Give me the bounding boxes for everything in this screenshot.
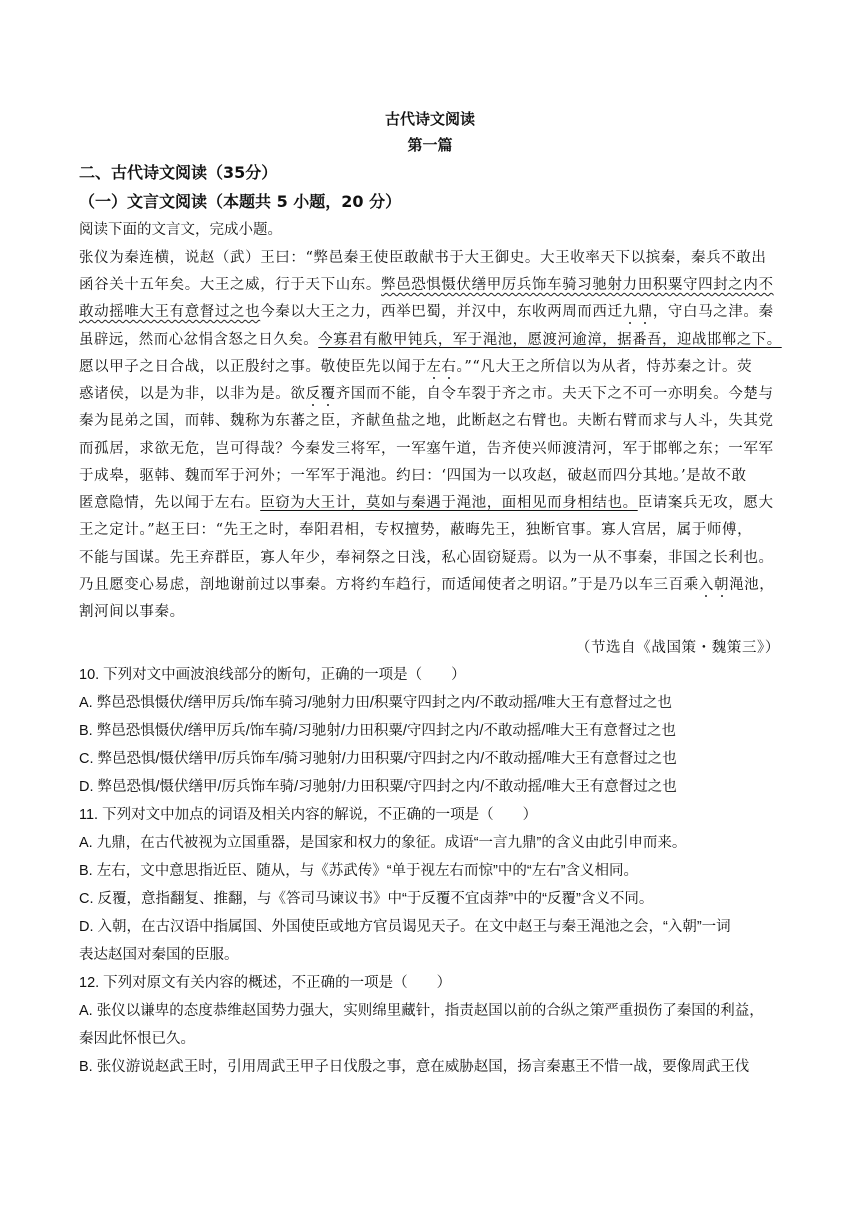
passage-text: 渑池， xyxy=(729,577,775,593)
passage-line: 王之定计。”赵王曰：“先王之时，奉阳君相，专权擅势，蔽晦先王，独断官事。寡人宫居，属于师傅， xyxy=(79,522,753,538)
passage-text: 齐国而不能，自令车裂于齐之市。夫天下之不可一亦明矣。今楚与 xyxy=(335,386,774,402)
passage-line xyxy=(79,330,782,350)
question-stem: 12. 下列对原文有关内容的概述，不正确的一项是（ ） xyxy=(79,975,452,991)
passage-text: 。”“凡大王之所信以为从者，恃苏秦之计。荧 xyxy=(456,359,753,375)
section-subheading: （一）文言文阅读（本题共 5 小题，20 分） xyxy=(79,192,402,211)
passage-line xyxy=(79,575,774,595)
dotted-word: 左 xyxy=(426,359,442,375)
underlined-text: 今寡君有敝甲钝兵，军于渑池，愿渡河逾漳，据番吾，迎战邯郸之下。 xyxy=(318,332,782,348)
dotted-word: 右 xyxy=(441,359,457,375)
passage-text: 愿以甲子之日合战，以正殷纣之事。敬使臣先以闻于 xyxy=(79,359,427,375)
passage-line xyxy=(79,357,752,377)
passage-line xyxy=(79,493,774,513)
passage-line: 割河间以事秦。 xyxy=(79,604,185,620)
question-option: C. 弊邑恐惧/慑伏缮甲/厉兵饰车/骑习驰射/力田积粟/守四封之内/不敢动摇/唯大王有意督过之也 xyxy=(79,751,677,767)
document-title: 古代诗文阅读 xyxy=(384,110,475,128)
question-option: B. 弊邑恐惧慑伏/缮甲厉兵/饰车骑/习驰射/力田积粟/守四封之内/不敢动摇/唯大王有意督过之也 xyxy=(79,723,676,739)
question-option: A. 弊邑恐惧慑伏/缮甲厉兵/饰车骑习/驰射力田/积粟守四封之内/不敢动摇/唯大王有意督过之也 xyxy=(79,695,672,711)
question-option: D. 弊邑恐惧/慑伏缮甲/厉兵饰车骑/习驰射/力田积粟/守四封之内/不敢动摇/唯大王有意督过之也 xyxy=(79,779,677,795)
passage-text: 匿意隐情，先以闻于左右。 xyxy=(79,495,261,511)
passage-line: 而孤居，求欲无危，岂可得哉？今秦发三将军，一军塞午道，告齐使兴师渡清河，军于邯郸之东；一军军 xyxy=(79,441,774,457)
document-subtitle: 第一篇 xyxy=(407,136,453,154)
dotted-word: 反 xyxy=(305,386,321,402)
passage-line: 于成皋，驱韩、魏而军于河外；一军军于渑池。约曰：‘四国为一以攻赵，破赵而四分其地。’是故不敢 xyxy=(79,468,747,484)
dotted-word: 鼎 xyxy=(637,304,653,320)
question-stem: 11. 下列对文中加点的词语及相关内容的解说，不正确的一项是（ ） xyxy=(79,807,538,823)
passage-text: 今秦以大王之力，西举巴蜀，并汉中，东收两周而西迁 xyxy=(260,304,623,320)
passage-line xyxy=(79,302,774,322)
passage-text: 臣请案兵无攻，愿大 xyxy=(637,495,774,511)
passage-line xyxy=(79,384,774,404)
passage-line: 不能与国谋。先王弃群臣，寡人年少，奉祠祭之日浅，私心固窃疑焉。以为一从不事秦，非国之长利也。 xyxy=(79,550,774,566)
passage-source: （节选自《战国策・魏策三》） xyxy=(575,640,780,656)
question-option-continuation: 秦因此怀恨已久。 xyxy=(79,1031,195,1047)
passage-line: 张仪为秦连横，说赵（武）王曰：“弊邑秦王使臣敢献书于大王御史。大王收率天下以摈秦，秦兵不敢出 xyxy=(79,250,767,266)
passage-text: 乃且愿变心易虑，剖地谢前过以事秦。方将约车趋行，而适闻使者之明诏。”于是乃以车三百乘 xyxy=(79,577,699,593)
dotted-word: 九 xyxy=(622,304,638,320)
passage-text: ，守白马之津。秦 xyxy=(652,304,774,320)
wavy-underlined-text: 敢动摇唯大王有意督过之也 xyxy=(79,304,261,320)
passage-text: 惑诸侯，以是为非，以非为是。欲 xyxy=(79,386,306,402)
passage-text: 函谷关十五年矣。大王之威，行于天下山东。 xyxy=(79,277,381,293)
question-option: B. 张仪游说赵武王时，引用周武王甲子日伐殷之事，意在威胁赵国，扬言秦惠王不惜一战，要像周武王伐 xyxy=(79,1059,750,1075)
question-option: A. 张仪以谦卑的态度恭维赵国势力强大，实则绵里藏针，指责赵国以前的合纵之策严重损伤了秦国的利益， xyxy=(79,1003,764,1019)
question-option: B. 左右，文中意思指近臣、随从，与《苏武传》“单于视左右而惊”中的“左右”含义相同。 xyxy=(79,863,639,879)
question-option: D. 入朝，在古汉语中指属国、外国使臣或地方官员谒见天子。在文中赵王与秦王渑池之会，“入朝”一词 xyxy=(79,919,731,935)
question-stem: 10. 下列对文中画波浪线部分的断句，正确的一项是（ ） xyxy=(79,667,466,683)
underlined-text: 臣窃为大王计，莫如与秦遇于渑池，面相见而身相结也。 xyxy=(260,495,638,511)
instruction-text: 阅读下面的文言文，完成小题。 xyxy=(79,222,282,238)
question-option: C. 反覆，意指翻复、推翻，与《答司马谏议书》中“于反覆不宜卤莽”中的“反覆”含义不同。 xyxy=(79,891,654,907)
dotted-word: 朝 xyxy=(713,577,730,593)
section-heading: 二、古代诗文阅读（35分） xyxy=(79,163,278,182)
dotted-word: 入 xyxy=(698,577,714,593)
question-option: A. 九鼎，在古代被视为立国重器，是国家和权力的象征。成语“一言九鼎”的含义由此引申而来。 xyxy=(79,835,687,851)
wavy-underlined-text: 弊邑恐惧慑伏缮甲厉兵饰车骑习驰射力田积粟守四封之内不 xyxy=(381,277,774,293)
passage-line xyxy=(79,275,774,295)
passage-text: 虽辟远，然而心忿悁含怒之日久矣。 xyxy=(79,332,319,348)
dotted-word: 覆 xyxy=(320,386,336,402)
question-option-continuation: 表达赵国对秦国的臣服。 xyxy=(79,947,239,963)
passage-line: 秦为昆弟之国，而韩、魏称为东蕃之臣，齐献鱼盐之地，此断赵之右臂也。夫断右臂而求与人斗，失其党 xyxy=(79,413,774,429)
